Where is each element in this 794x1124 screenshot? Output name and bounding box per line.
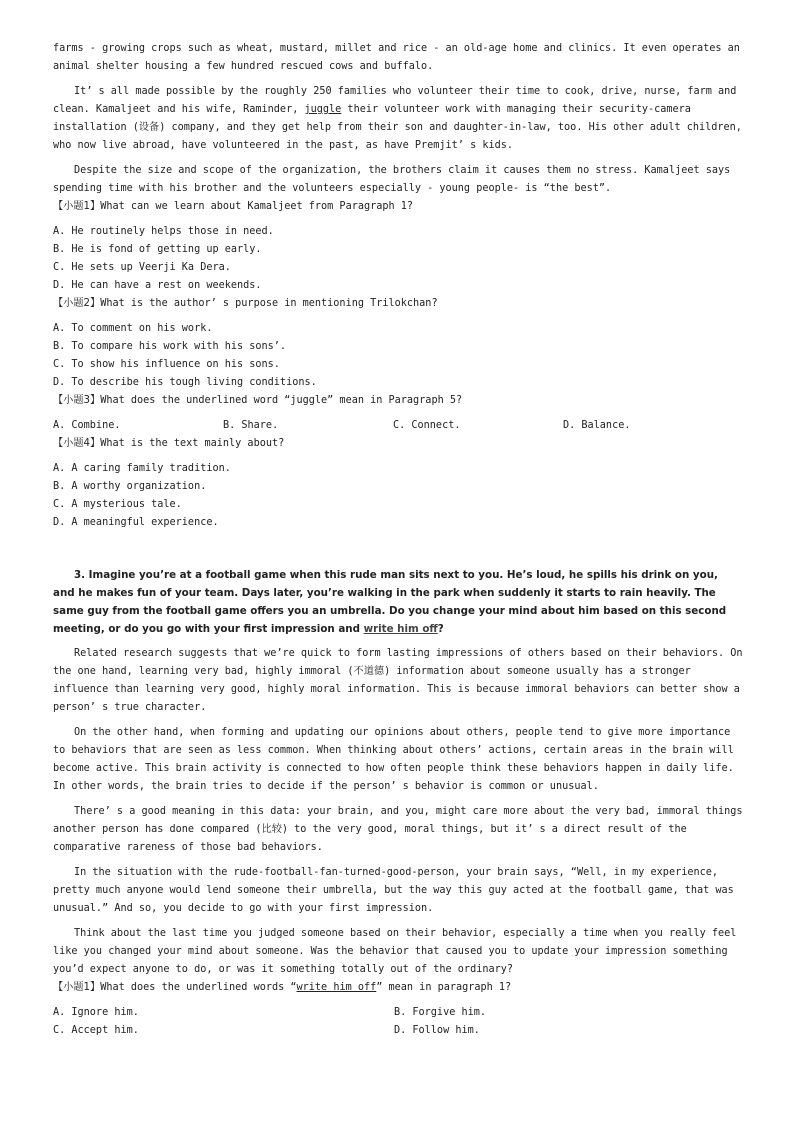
option-d[interactable]: D. Balance. [563, 420, 631, 431]
paragraph-5 [53, 83, 743, 155]
question-tag: 【小题4】 [53, 438, 101, 449]
option-c[interactable]: C. Connect. [393, 420, 461, 431]
option-b[interactable]: B. To compare his work with his sons’. [53, 341, 287, 352]
intro-text-a: 3. Imagine you’re at a football game when this rude man sits next to you. He’s loud, he spills his drink on you, and he makes fun of your team. Days later, you’re walking in the park when suddenly it starts to rain heavily. The same guy from the football game offers you an umbrella. Do you change your mind about him based on this second meeting, or do you go with your first impression and [53, 569, 727, 635]
question-1 [53, 198, 743, 216]
option-a[interactable]: A. Combine. [53, 420, 121, 431]
question-tag: 【小题1】 [53, 201, 101, 212]
question-2 [53, 295, 743, 313]
option-c[interactable]: C. He sets up Veerji Ka Dera. [53, 262, 231, 273]
option-b[interactable]: B. Forgive him. [394, 1007, 487, 1018]
passage-3-paragraph-5: In the situation with the rude-football-fan-turned-good-person, your brain says, “Well, in my experience, pretty much anyone would lend someone their umbrella, but the way this guy acted at the football game, that was unusual.” And so, you decide to go with your first impression. [53, 867, 734, 914]
question-tag: 【小题2】 [53, 298, 101, 309]
question-text: What can we learn about Kamaljeet from Paragraph 1? [100, 201, 414, 212]
underlined-phrase-write-him-off: write him off [363, 623, 438, 635]
option-d[interactable]: D. He can have a rest on weekends. [53, 280, 262, 291]
passage-3-intro [53, 566, 743, 638]
question-text: What is the text mainly about? [100, 438, 285, 449]
paragraph-5-text-a: It’ s all made possible by the roughly 250 families who volunteer their time to cook, drive, nurse, farm and clean. Kamaljeet and his wife, Raminder, [53, 86, 737, 115]
option-b[interactable]: B. He is fond of getting up early. [53, 244, 262, 255]
passage-3-question-1-options [53, 1004, 743, 1040]
option-c[interactable]: C. To show his influence on his sons. [53, 359, 280, 370]
option-d[interactable]: D. Follow him. [394, 1025, 480, 1036]
option-c[interactable]: C. Accept him. [53, 1025, 139, 1036]
question-2-options [53, 320, 743, 392]
passage-3-paragraph-2: Related research suggests that we’re quick to form lasting impressions of others based on their behaviors. On the one hand, learning very bad, highly immoral (不道德) information about someone usually has a stronger influence than learning very good, highly moral information. This is because immoral behaviors can better show a person’ s true character. [53, 648, 743, 713]
question-3-options [53, 417, 743, 435]
question-tag: 【小题1】 [53, 982, 101, 993]
question-1-options [53, 223, 743, 295]
question-underlined-phrase: write him off [296, 982, 377, 993]
paragraph-5-text-b: their volunteer work with managing their security-camera installation (设备) company, and they get help from their son and daughter-in-law, too. His other adult children, who now live abroad, have volunteered in the past, as have Premjit’ s kids. [53, 104, 742, 151]
question-3 [53, 392, 743, 410]
passage-3-paragraph-3: On the other hand, when forming and updating our opinions about others, people tend to give more importance to behaviors that are seen as less common. When thinking about others’ actions, certain areas in the brain will become active. This brain activity is connected to how often people think these behaviors happen in daily life. In other words, the brain tries to decide if the person’ s behavior is common or unusual. [53, 727, 734, 792]
underlined-word-juggle: juggle [304, 104, 342, 115]
question-tag: 【小题3】 [53, 395, 101, 406]
passage-3-paragraph-6: Think about the last time you judged someone based on their behavior, especially a time when you really feel like you changed your mind about someone. Was the behavior that caused you to update your impression something you’d expect anyone to do, or was it something totally out of the ordinary? [53, 928, 737, 975]
option-a[interactable]: A. A caring family tradition. [53, 463, 231, 474]
intro-text-b: ? [437, 623, 444, 635]
passage-3-question-1 [53, 979, 743, 997]
question-text: What is the author’ s purpose in mentioning Trilokchan? [100, 298, 438, 309]
paragraph-continued: farms - growing crops such as wheat, mustard, millet and rice - an old-age home and clinics. It even operates an animal shelter housing a few hundred rescued cows and buffalo. [53, 43, 740, 72]
option-a[interactable]: A. To comment on his work. [53, 323, 213, 334]
question-text: What does the underlined word “juggle” mean in Paragraph 5? [100, 395, 463, 406]
option-b[interactable]: B. Share. [223, 420, 279, 431]
option-c[interactable]: C. A mysterious tale. [53, 499, 182, 510]
question-4-options [53, 460, 743, 532]
passage-3-paragraph-4: There’ s a good meaning in this data: your brain, and you, might care more about the very bad, immoral things another person has done compared (比较) to the very good, moral things, but it’ s a direct result of the comparative rareness of those bad behaviors. [53, 806, 743, 853]
option-d[interactable]: D. To describe his tough living conditions. [53, 377, 317, 388]
option-b[interactable]: B. A worthy organization. [53, 481, 207, 492]
option-a[interactable]: A. He routinely helps those in need. [53, 226, 274, 237]
question-text-b: ” mean in paragraph 1? [376, 982, 512, 993]
question-text-a: What does the underlined words “ [100, 982, 297, 993]
option-d[interactable]: D. A meaningful experience. [53, 517, 219, 528]
page-content [53, 40, 743, 1040]
question-4 [53, 435, 743, 453]
paragraph-6: Despite the size and scope of the organization, the brothers claim it causes them no stress. Kamaljeet says spending time with his brother and the volunteers especially - young people- is “the best”. [53, 165, 731, 194]
option-a[interactable]: A. Ignore him. [53, 1007, 139, 1018]
